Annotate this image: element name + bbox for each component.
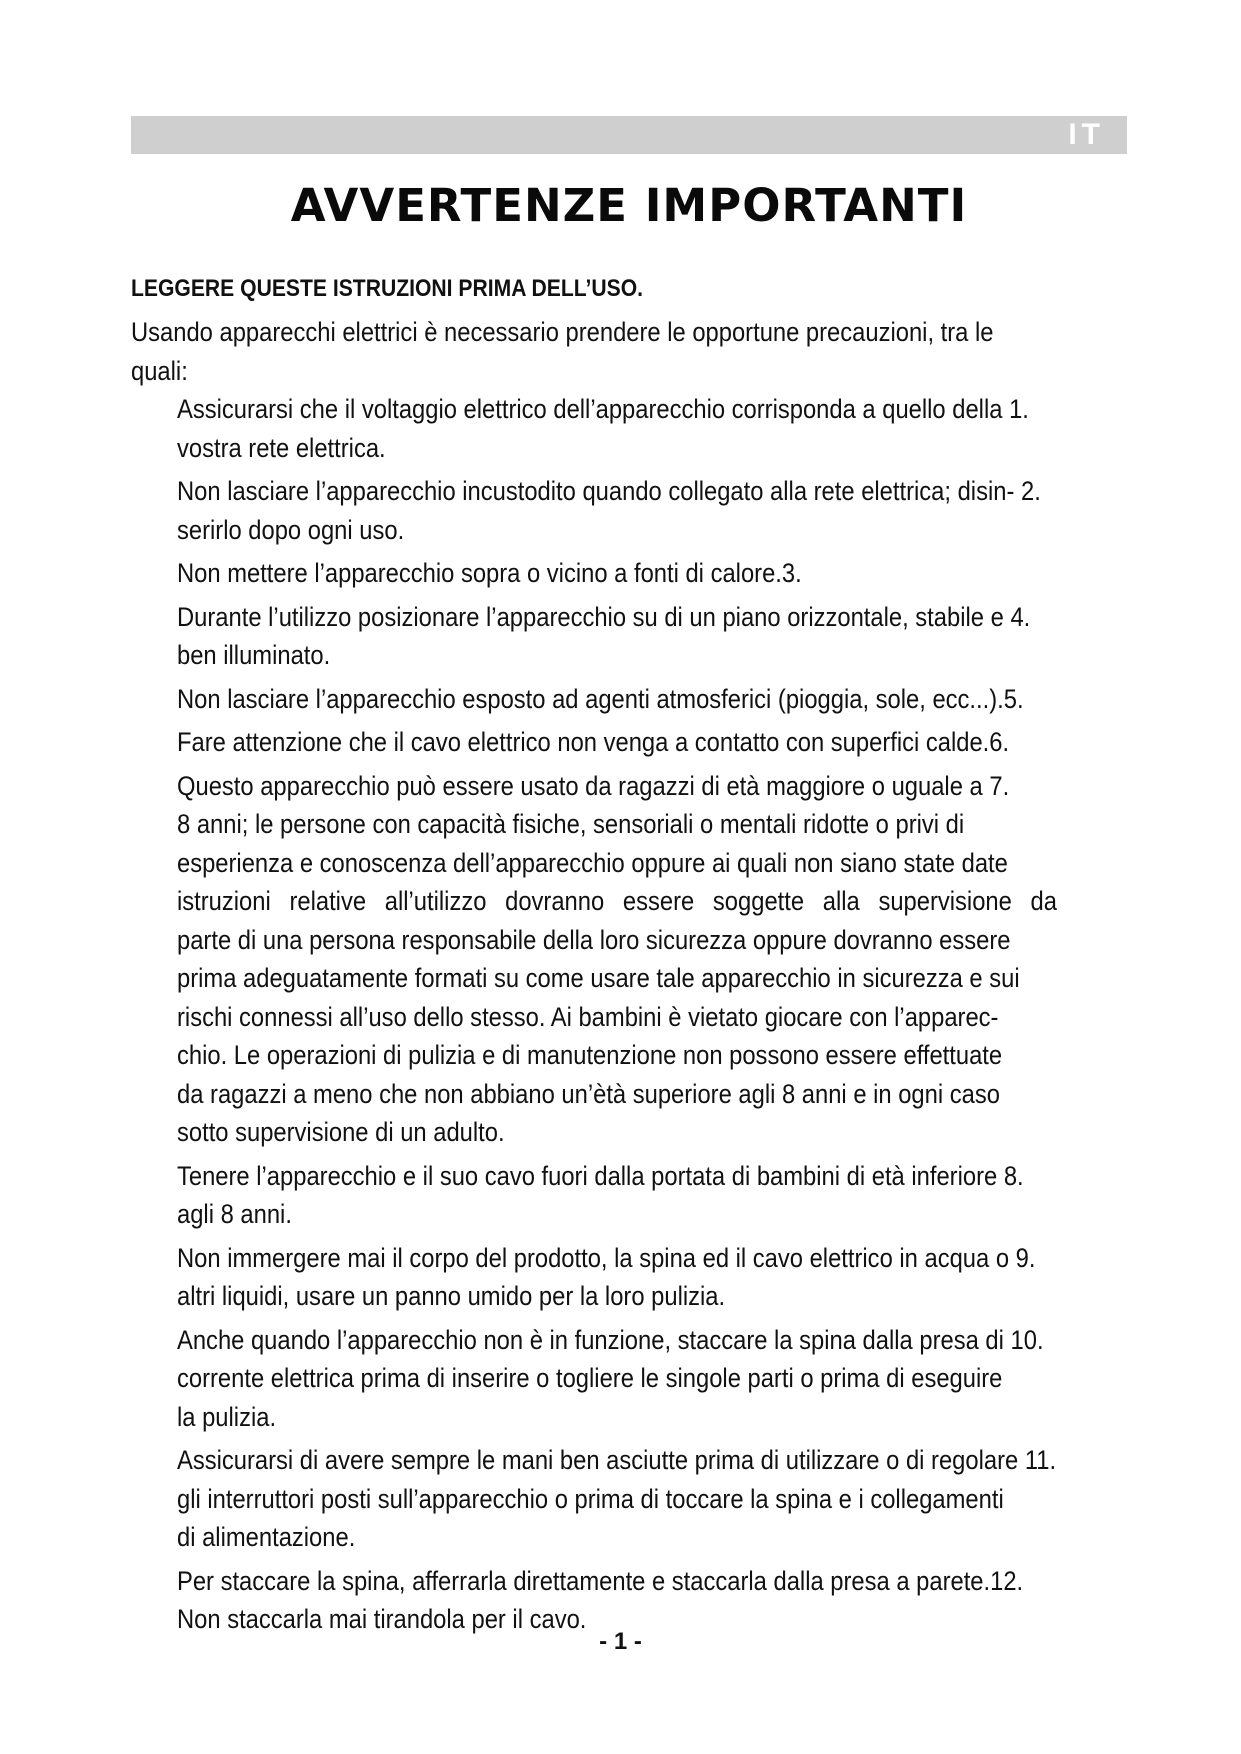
warning-number: 8. — [1003, 1160, 1024, 1191]
warning-number: 4. — [1010, 601, 1031, 632]
warning-first-line-text: Assicurarsi di avere sempre le mani ben asciutte prima di utilizzare o di regolare — [177, 1445, 1019, 1475]
warning-first-line-text: Fare attenzione che il cavo elettrico non venga a contatto con superfici calde. — [177, 727, 990, 757]
warning-text-line: ben illuminato. — [177, 640, 331, 670]
warning-number: 2. — [1021, 476, 1041, 506]
warning-text-line: da ragazzi a meno che non abbiano un’ètà superiore agli 8 anni e in ogni caso — [177, 1078, 1000, 1109]
warning-text-line: altri liquidi, usare un panno umido per la loro pulizia. — [177, 1281, 726, 1311]
intro-line: Usando apparecchi elettrici è necessario prendere le opportune precauzioni, tra le — [131, 317, 994, 347]
warning-text-line — [177, 1562, 1189, 1601]
warning-text-line — [177, 1157, 1189, 1196]
warning-first-line-text: Questo apparecchio può essere usato da ragazzi di età maggiore o uguale a — [177, 770, 983, 801]
language-header-bar — [131, 116, 1127, 154]
warning-item — [177, 472, 1189, 549]
warning-text-line — [177, 554, 1189, 593]
page-title: AVVERTENZE IMPORTANTI — [290, 179, 968, 232]
warning-text-line — [177, 472, 1189, 511]
warning-text-line — [177, 767, 1189, 806]
intro-line: quali: — [131, 356, 188, 386]
warning-item — [177, 1441, 1189, 1557]
warning-text-line: vostra rete elettrica. — [177, 432, 386, 463]
warning-item — [177, 598, 1189, 675]
warning-text-line: Non staccarla mai tirandola per il cavo. — [177, 1604, 587, 1634]
warning-text-line: rischi connessi all’uso dello stesso. Ai bambini è vietato giocare con l’apparec- — [177, 1001, 999, 1032]
warning-first-line-text: Non immergere mai il corpo del prodotto, la spina ed il cavo elettrico in acqua o — [177, 1242, 1010, 1273]
read-instructions-subheading: LEGGERE QUESTE ISTRUZIONI PRIMA DELL’USO. — [131, 275, 644, 302]
warning-text-line — [177, 598, 1189, 637]
warning-text-line: sotto supervisione di un adulto. — [177, 1117, 505, 1147]
warning-text-line: esperienza e conoscenza dell’apparecchio oppure ai quali non siano state date — [177, 847, 1008, 878]
warning-item — [177, 1157, 1189, 1234]
warning-item — [177, 767, 1189, 1152]
warning-number: 9. — [1015, 1242, 1036, 1273]
warning-item — [177, 554, 1189, 593]
warning-text-line: corrente elettrica prima di inserire o togliere le singole parti o prima di eseguire — [177, 1363, 1003, 1393]
warning-first-line-text: Anche quando l’apparecchio non è in funzione, staccare la spina dalla presa di — [177, 1324, 1004, 1355]
warning-number: 3. — [781, 558, 802, 588]
warning-text-line: parte di una persona responsabile della loro sicurezza oppure dovranno essere — [177, 924, 1011, 955]
warning-text-line — [177, 1441, 1189, 1480]
warning-first-line-text: Non lasciare l’apparecchio incustodito quando collegato alla rete elettrica; disin- — [177, 476, 1015, 506]
warning-first-line-text: Non lasciare l’apparecchio esposto ad agenti atmosferici (pioggia, sole, ecc...). — [177, 683, 1004, 714]
warning-text-line — [177, 1321, 1189, 1360]
warning-number: 5. — [1003, 683, 1024, 714]
intro-paragraph — [131, 313, 1099, 391]
warning-text-line: gli interruttori posti sull’apparecchio o prima di toccare la spina e i collegamenti — [177, 1483, 1004, 1514]
warning-first-line-text: Non mettere l’apparecchio sopra o vicino a fonti di calore. — [177, 558, 782, 588]
warning-text-line — [177, 1239, 1189, 1278]
warning-number: 1. — [1009, 394, 1029, 424]
warning-text-line: istruzioni relative all’utilizzo dovranno essere soggette alla supervisione da — [177, 886, 1057, 916]
language-code: IT — [1068, 118, 1105, 151]
warning-number: 6. — [989, 727, 1010, 757]
warning-first-line-text: Per staccare la spina, afferrarla direttamente e staccarla dalla presa a parete. — [177, 1565, 991, 1596]
warning-text-line — [177, 723, 1189, 762]
warning-item — [177, 723, 1189, 762]
warning-text-line: 8 anni; le persone con capacità fisiche, sensoriali o mentali ridotte o privi di — [177, 809, 965, 839]
warning-text-line: serirlo dopo ogni uso. — [177, 514, 405, 545]
warning-number: 10. — [1010, 1324, 1044, 1355]
warning-text-line — [177, 680, 1189, 719]
warning-text-line — [177, 390, 1189, 429]
page-number: - 1 - — [599, 1628, 642, 1655]
warning-item — [177, 1239, 1189, 1316]
warning-number: 7. — [989, 770, 1010, 801]
warning-item — [177, 680, 1189, 719]
warning-first-line-text: Durante l’utilizzo posizionare l’apparecchio su di un piano orizzontale, stabile e — [177, 601, 1004, 632]
warning-text-line: chio. Le operazioni di pulizia e di manutenzione non possono essere effettuate — [177, 1040, 1003, 1070]
warning-item — [177, 1321, 1189, 1437]
warning-number: 11. — [1024, 1445, 1057, 1475]
warning-text-line: prima adeguatamente formati su come usare tale apparecchio in sicurezza e sui — [177, 963, 1020, 993]
warning-text-line: la pulizia. — [177, 1401, 277, 1432]
warning-text-line: agli 8 anni. — [177, 1199, 292, 1229]
warning-text-line: di alimentazione. — [177, 1522, 356, 1552]
warning-item — [177, 390, 1189, 467]
warning-first-line-text: Assicurarsi che il voltaggio elettrico dell’apparecchio corrisponda a quello della — [177, 394, 1003, 424]
warning-number: 12. — [990, 1565, 1024, 1596]
warning-first-line-text: Tenere l’apparecchio e il suo cavo fuori dalla portata di bambini di età inferiore — [177, 1160, 998, 1191]
warnings-list — [177, 390, 1189, 1644]
